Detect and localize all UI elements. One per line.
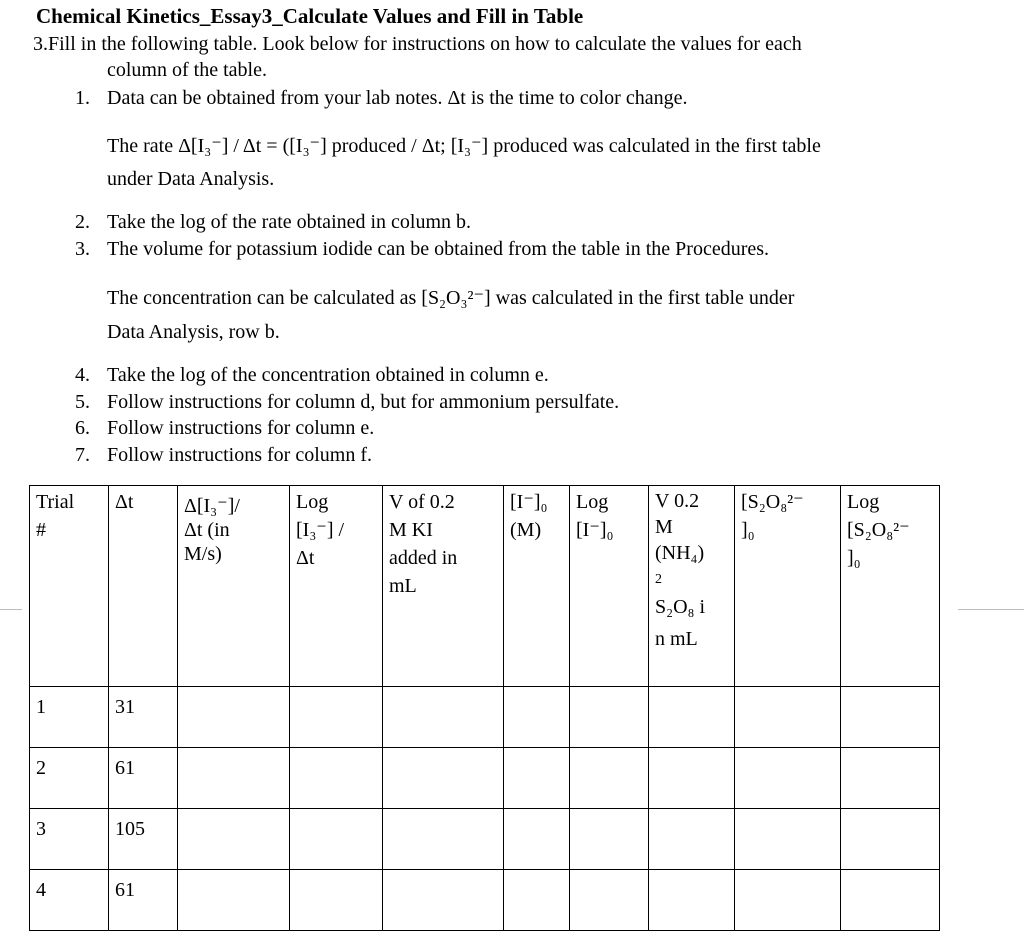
step-2-text: Take the log of the rate obtained in column b. [107, 211, 472, 233]
header-log-persulfate-conc: Log [S₂O₈²⁻ ]₀ [841, 486, 940, 687]
step-2-number: 2. [75, 211, 90, 233]
page-divider-right [958, 609, 1024, 610]
empty-cell [178, 809, 290, 870]
header-delta-t: Δt [109, 486, 178, 687]
empty-cell [735, 687, 841, 748]
intro-line-2: column of the table. [107, 59, 267, 81]
step-3-note-line-2: Data Analysis, row b. [107, 321, 280, 343]
step-3-note-line-1: The concentration can be calculated as [S₂O₃²⁻] was calculated in the first table under [107, 287, 795, 309]
empty-cell [504, 809, 570, 870]
delta-t-cell: 61 [109, 870, 178, 931]
empty-cell [649, 687, 735, 748]
empty-cell [383, 748, 504, 809]
delta-t-cell: 105 [109, 809, 178, 870]
page-title: Chemical Kinetics_Essay3_Calculate Values and Fill in Table [36, 4, 584, 28]
header-log-rate: Log [I₃⁻] / Δt [290, 486, 383, 687]
trial-cell: 1 [30, 687, 109, 748]
step-4-number: 4. [75, 364, 90, 386]
header-trial: Trial # [30, 486, 109, 687]
empty-cell [735, 748, 841, 809]
step-5-text: Follow instructions for column d, but for ammonium persulfate. [107, 391, 620, 413]
empty-cell [383, 687, 504, 748]
header-volume-persulfate: V 0.2 M (NH₄) 2 S₂O₈ i n mL [649, 486, 735, 687]
empty-cell [649, 870, 735, 931]
table-row [30, 809, 940, 870]
empty-cell [841, 870, 940, 931]
empty-cell [383, 870, 504, 931]
step-6-text: Follow instructions for column e. [107, 417, 375, 439]
step-5-number: 5. [75, 391, 90, 413]
kinetics-data-table [29, 485, 940, 931]
step-7-number: 7. [75, 444, 90, 466]
empty-cell [383, 809, 504, 870]
step-4-text: Take the log of the concentration obtained in column e. [107, 364, 549, 386]
page-divider-left [0, 609, 22, 610]
empty-cell [504, 870, 570, 931]
empty-cell [735, 870, 841, 931]
empty-cell [290, 748, 383, 809]
empty-cell [290, 809, 383, 870]
header-log-iodide-conc: Log [I⁻]₀ [570, 486, 649, 687]
delta-t-cell: 31 [109, 687, 178, 748]
step-1-number: 1. [75, 87, 90, 109]
trial-cell: 2 [30, 748, 109, 809]
header-iodide-conc: [I⁻]₀ (M) [504, 486, 570, 687]
step-1-note-line-1: The rate Δ[I₃⁻] / Δt = ([I₃⁻] produced / Δt; [I₃⁻] produced was calculated in the first table [107, 135, 821, 157]
table-row [30, 687, 940, 748]
empty-cell [841, 748, 940, 809]
header-persulfate-conc: [S₂O₈²⁻ ]₀ [735, 486, 841, 687]
step-3-text: The volume for potassium iodide can be obtained from the table in the Procedures. [107, 238, 770, 260]
delta-t-cell: 61 [109, 748, 178, 809]
empty-cell [841, 809, 940, 870]
empty-cell [178, 687, 290, 748]
step-3-number: 3. [75, 238, 90, 260]
empty-cell [178, 870, 290, 931]
table-row [30, 870, 940, 931]
table-header-row [30, 486, 940, 687]
step-7-text: Follow instructions for column f. [107, 444, 372, 466]
table-row [30, 748, 940, 809]
empty-cell [649, 748, 735, 809]
header-volume-ki: V of 0.2 M KI added in mL [383, 486, 504, 687]
trial-cell: 4 [30, 870, 109, 931]
empty-cell [290, 687, 383, 748]
empty-cell [570, 687, 649, 748]
header-rate: Δ[I₃⁻]/ Δt (in M/s) [178, 486, 290, 687]
empty-cell [649, 809, 735, 870]
empty-cell [504, 687, 570, 748]
step-1-note-line-2: under Data Analysis. [107, 168, 275, 190]
empty-cell [570, 870, 649, 931]
empty-cell [735, 809, 841, 870]
empty-cell [504, 748, 570, 809]
empty-cell [570, 809, 649, 870]
empty-cell [841, 687, 940, 748]
empty-cell [178, 748, 290, 809]
intro-line-1: 3.Fill in the following table. Look below for instructions on how to calculate the values for each [33, 33, 802, 55]
step-6-number: 6. [75, 417, 90, 439]
trial-cell: 3 [30, 809, 109, 870]
empty-cell [570, 748, 649, 809]
empty-cell [290, 870, 383, 931]
step-1-text: Data can be obtained from your lab notes. Δt is the time to color change. [107, 87, 688, 109]
